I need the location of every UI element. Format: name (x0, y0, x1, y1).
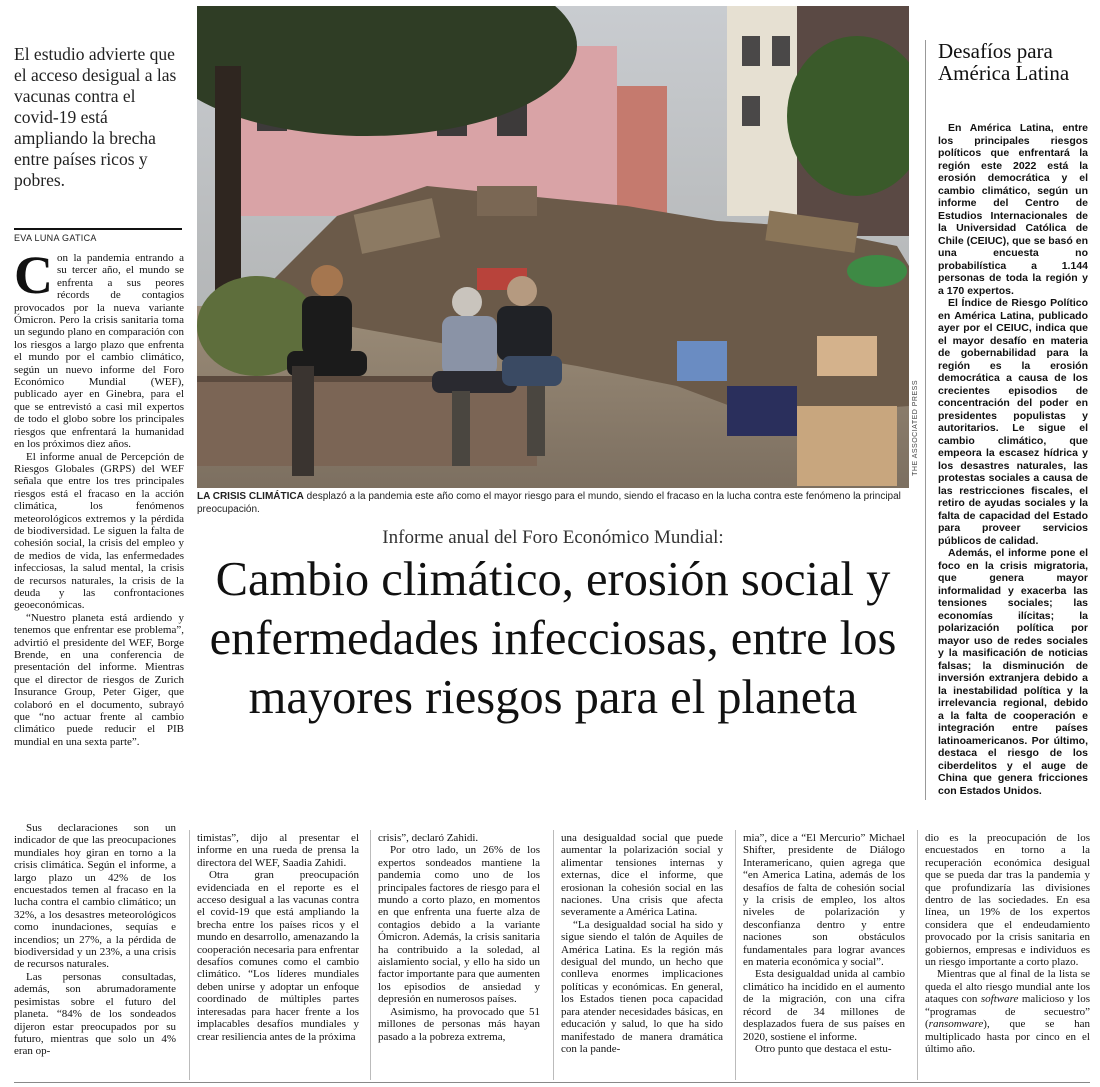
byline-divider (14, 228, 182, 230)
sidebar-title: Desafíos para América Latina (938, 39, 1070, 85)
sidebar-paragraph: Además, el informe pone el foco en la crisis migratoria, que genera mayor informalidad y exacerba las tensiones sociales; las economías ilícitas; la polarización política por mayor uso de redes sociales y la masificación de noticias falsas; la disminución de inversión extranjera debido a la inestabilidad política y la irrelevancia regional, debido a la falta de cooperación e integración entre países latinoamericanos. Por último, destaca el riesgo de los ciberdelitos y el auge de China que genera fricciones con Estados Unidos. (938, 547, 1088, 797)
news-photo (197, 6, 909, 488)
text-run: Mientras que al final de la lista se queda el alto riesgo mundial ante los ataques con (925, 968, 1090, 1006)
column-divider (370, 830, 371, 1080)
paragraph: mia”, dice a “El Mercurio” Michael Shifter, presidente de Diálogo Interamericano, quien agrega que “en America Latina, además de los desafíos de falta de cohesión social y la crisis de empleo, los altos niveles de polarización y desconfianza dentro y entre naciones son obstáculos fundamentales para lograr avances en materia económica y social”. (743, 832, 905, 969)
text-run: malicioso y los “programas de secuestro” ( (925, 993, 1090, 1031)
column-divider (917, 830, 918, 1080)
paragraph: una desigualdad social que puede aumentar la polarización social y alimentar tensiones internas y externas, dice el informe, que erosionan la cohesión social en las naciones. Una crisis que afecta severamente a América Latina. (561, 832, 723, 919)
paragraph: Otra gran preocupación evidenciada en el reporte es el acceso desigual a las vacunas contra el covid-19 que está ampliando la brecha entre los países ricos y el mundo en desarrollo, amenazando la cooperación necesaria para enfrentar desafíos comunes como el cambio climático. “Los líderes mundiales deben unirse y adoptar un enfoque coordinado de múltiples partes interesadas para hacer frente a los implacables desafíos mundiales y crear resiliencia antes de la próxima (197, 869, 359, 1043)
paragraph: Otro punto que destaca el estu- (755, 1042, 892, 1055)
paragraph: dio es la preocupación de los encuestados en torno a la recuperación económica desigual que se pueda dar tras la pandemia y que profundizaría las divisiones dentro de las sociedades. En esa línea, un 19% de los expertos considera que el endeudamiento provocado por la crisis sanitaria en gobiernos, empresas e individuos es un riesgo importante a corto plazo. (925, 832, 1090, 969)
photo-caption (197, 491, 909, 516)
paragraph (925, 968, 1090, 1055)
body-column-1 (14, 822, 176, 1058)
caption-text: desplazó a la pandemia este año como el mayor riesgo para el mundo, siendo el fracaso en la lucha contra este fenómeno la principal preocupación. (197, 491, 901, 515)
kicker: Informe anual del Foro Económico Mundial: (382, 527, 724, 548)
sidebar-paragraph: El Índice de Riesgo Político en América Latina, publicado ayer por el CEIUC, indica que el mayor desafío en materia de gobernabilidad para la región es la erosión democrática a causa de los crecientes episodios de concentración del poder en presidentes populistas y autoritarios. Le sigue el cambio climático, que empeora la escasez hídrica y los desastres naturales, las protestas sociales a causa de las restricciones fiscales, el retiro de ayudas sociales y la falta de capacidad del Estado para proveer servicios públicos de calidad. (938, 297, 1088, 547)
photo-credit: THE ASSOCIATED PRESS (912, 380, 919, 476)
lead-summary: El estudio advierte que el acceso desigual a las vacunas contra el covid-19 está ampliando la brecha entre países ricos y pobres. (14, 44, 177, 190)
paragraph: Asimismo, ha provocado que 51 millones de personas más hayan pasado a la pobreza extrema, (378, 1005, 540, 1043)
paragraph: on la pandemia entrando a su tercer año, el mundo se enfrenta a sus peores récords de contagios provocados por la nueva variante Ómicron. Pero la crisis sanitaria toma un segundo plano en comparación con los riesgos a largo plazo que enfrenta el mundo por el cambio climático, según un nuevo informe del Foro Económico Mundial (WEF), publicado ayer en Ginebra, para el que se entrevistó a casi mil expertos de todo el globo sobre los principales riesgos que enfrentará la humanidad en los próximos diez años. (14, 252, 184, 451)
body-column-2 (197, 832, 359, 1043)
article-intro (14, 245, 184, 748)
sidebar-paragraph: En América Latina, entre los principales riesgos políticos que enfrentará la región este 2022 está la erosión democrática y el cambio climático, según un informe del Centro de Estudios Internacionales de la Universidad Católica de Chile (CEIUC), que se basó en una encuesta no probabilística a 1.144 personas de toda la región y a 170 expertos. (938, 122, 1088, 297)
sidebar-body (938, 122, 1088, 797)
paragraph: El informe anual de Percepción de Riesgos Globales (GRPS) del WEF señala que entre los tres principales riesgos está el fracaso en la acción climática, los fenómenos meteorológicos extremos y la pérdida de biodiversidad. Le siguen la falta de cohesión social, la crisis del empleo y de medios de vida, las enfermedades infecciosas, la salud mental, la crisis de recursos naturales, la crisis de la deuda y las confrontaciones geoeconómicas. (14, 450, 184, 612)
italic-term: software (980, 993, 1019, 1006)
paragraph: “La desigualdad social ha sido y sigue siendo el talón de Aquiles de América Latina. Es la región más desigual del mundo, un hecho que conlleva enormes implicaciones políticas y económicas. En general, los Estados tienen poca capacidad para atender necesidades básicas, en educación y salud, lo que ha sido manifestado de manera dramática con la pande- (561, 918, 723, 1055)
byline: EVA LUNA GATICA (14, 233, 97, 243)
flood-debris-photo (197, 6, 909, 488)
body-column-5 (743, 832, 905, 1055)
paragraph: “Nuestro planeta está ardiendo y tenemos que enfrentar ese problema”, advirtió el presidente del WEF, Borge Brende, en una conferencia de presentación del informe. Mientras que el director de riesgos de Zurich Insurance Group, Peter Giger, que colaboró en el documento, subrayó que “no actuar frente al cambio climático puede reducir el PIB mundial en una sexta parte”. (14, 611, 184, 748)
sidebar-divider (925, 40, 927, 800)
paragraph: Las personas consultadas, además, son abrumadoramente pesimistas sobre el futuro del planeta. “84% de los sondeados dijeron estar preocupados por su futuro, mientras que solo un 4% eran op- (14, 970, 176, 1058)
paragraph: Por otro lado, un 26% de los expertos sondeados mantiene la pandemia como uno de los principales factores de riesgo para el mundo a corto plazo, en momentos en que enfrenta una fuerte alza de contagios debido a la variante Ómicron. Además, la crisis sanitaria ha contribuido a la soledad, al aislamiento social, y ello ha sido un factor importante para que aumenten los episodios de ansiedad y depresión en numerosos países. (378, 844, 540, 1006)
body-column-6 (925, 832, 1090, 1055)
italic-term: ransomware (928, 1018, 984, 1031)
paragraph: timistas”, dijo al presentar el informe en una rueda de prensa la directora del WEF, Saadia Zahidi. (197, 832, 359, 869)
column-divider (553, 830, 554, 1080)
caption-lead: LA CRISIS CLIMÁTICA (197, 491, 304, 502)
text-run: ), que se han multiplicado hasta por cinco en el último año. (925, 1018, 1090, 1055)
paragraph: crisis”, declaró Zahidi. (378, 832, 479, 844)
page-bottom-rule (14, 1082, 1090, 1083)
paragraph: Sus declaraciones son un indicador de que las preocupaciones mundiales hoy giran en torno a la crisis climática. Según el informe, a largo plazo un 42% de los encuestados temen al fracaso en la lucha contra el cambio climático; un 32%, a los desastres meteorológicos como inundaciones, sequías e incendios; un 27%, a la pérdida de biodiversidad y un 23%, a una crisis de recursos naturales. (14, 822, 176, 971)
column-divider (735, 830, 736, 1080)
column-divider (189, 830, 190, 1080)
paragraph: Esta desigualdad unida al cambio climático ha incidido en el aumento de la migración, con una cifra récord de 34 millones de desplazados fuera de sus países en 2020, sostiene el informe. (743, 968, 905, 1043)
body-column-3 (378, 832, 540, 1043)
drop-cap: C (14, 245, 53, 305)
body-column-4 (561, 832, 723, 1055)
headline: Cambio climático, erosión social y enfermedades infecciosas, entre los mayores riesgos para el planeta (209, 553, 897, 724)
